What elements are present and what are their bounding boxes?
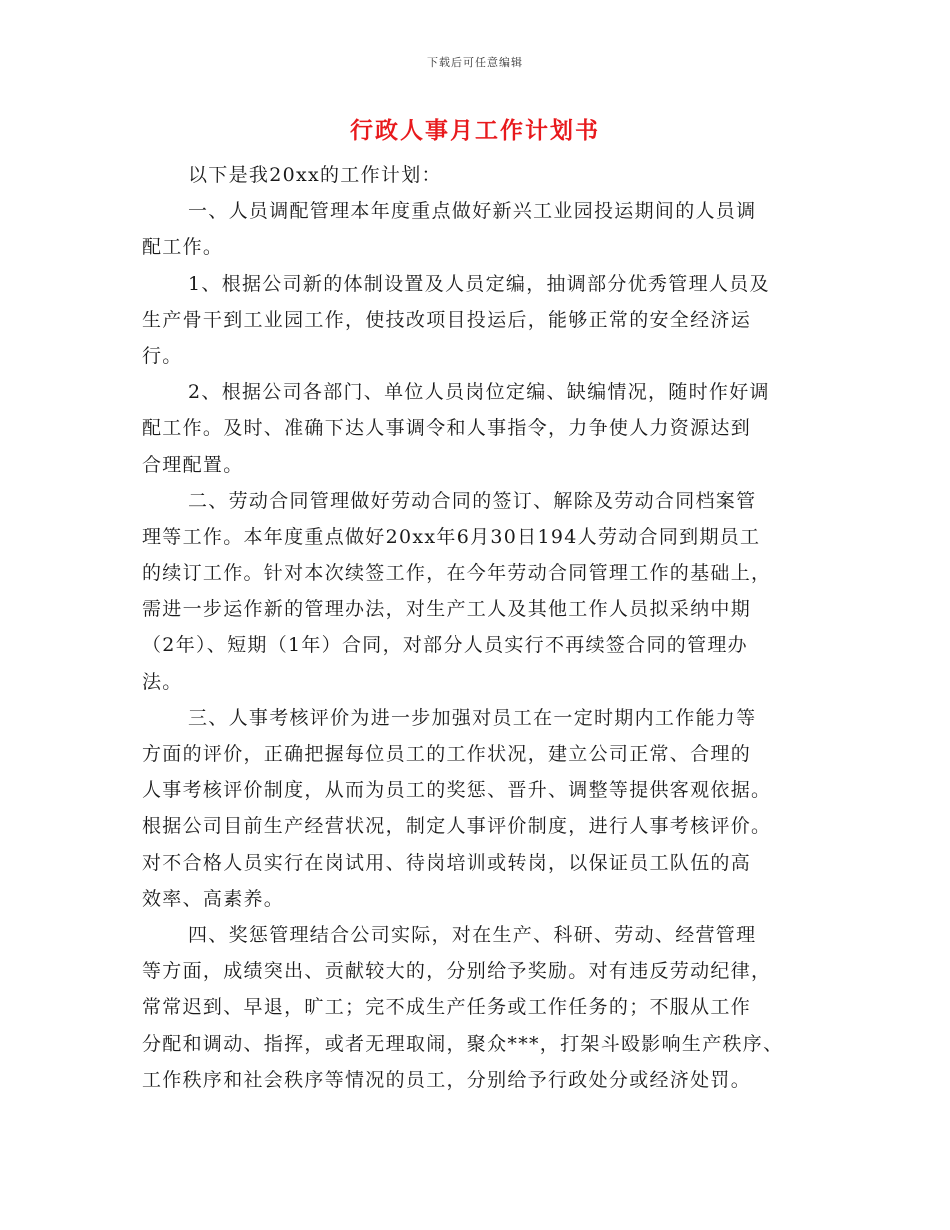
text-line: 人事考核评价制度，从而为员工的奖惩、晋升、调整等提供客观依据。 [142, 779, 772, 802]
text-line: 分配和调动、指挥，或者无理取闹，聚众***，打架斗殴影响生产秩序、 [142, 1032, 784, 1055]
text-line: 需进一步运作新的管理办法，对生产工人及其他工作人员拟采纳中期 [142, 598, 752, 621]
document-title: 行政人事月工作计划书 [350, 117, 600, 144]
text-line: 理等工作。本年度重点做好20xx年6月30日194人劳动合同到期员工 [142, 525, 761, 548]
text-line: 2、根据公司各部门、单位人员岗位定编、缺编情况，随时作好调 [188, 381, 770, 404]
text-line: 四、奖惩管理结合公司实际，对在生产、科研、劳动、经营管理 [188, 923, 757, 946]
text-line: 对不合格人员实行在岗试用、待岗培训或转岗，以保证员工队伍的高 [142, 851, 752, 874]
text-line: 1、根据公司新的体制设置及人员定编，抽调部分优秀管理人员及 [188, 272, 770, 295]
text-line: 工作秩序和社会秩序等情况的员工，分别给予行政处分或经济处罚。 [142, 1068, 752, 1091]
text-line: （2年）、短期（1年）合同，对部分人员实行不再续签合同的管理办 [142, 634, 748, 657]
text-line: 常常迟到、早退，旷工；完不成生产任务或工作任务的；不服从工作 [142, 996, 752, 1019]
text-line: 以下是我20xx的工作计划： [188, 164, 442, 186]
text-line: 配工作。 [142, 236, 224, 259]
text-line: 根据公司目前生产经营状况，制定人事评价制度，进行人事考核评价。 [142, 815, 772, 838]
text-line: 三、人事考核评价为进一步加强对员工在一定时期内工作能力等 [188, 706, 757, 729]
text-line: 法。 [142, 670, 183, 693]
download-note: 下载后可任意编辑 [427, 56, 523, 69]
text-line: 效率、高素养。 [142, 887, 285, 910]
text-line: 等方面，成绩突出、贡献较大的，分别给予奖励。对有违反劳动纪律， [142, 960, 772, 983]
document-body [142, 157, 814, 1098]
text-line: 行。 [142, 344, 183, 367]
text-line: 生产骨干到工业园工作，使技改项目投运后，能够正常的安全经济运 [142, 308, 752, 331]
text-line: 二、劳动合同管理做好劳动合同的签订、解除及劳动合同档案管 [188, 489, 757, 512]
text-line: 一、人员调配管理本年度重点做好新兴工业园投运期间的人员调 [188, 200, 757, 223]
text-line: 方面的评价，正确把握每位员工的工作状况，建立公司正常、合理的 [142, 743, 752, 765]
text-line: 配工作。及时、准确下达人事调令和人事指令，力争使人力资源达到 [142, 417, 752, 440]
text-line: 的续订工作。针对本次续签工作，在今年劳动合同管理工作的基础上， [142, 562, 772, 585]
text-line: 合理配置。 [142, 453, 244, 476]
